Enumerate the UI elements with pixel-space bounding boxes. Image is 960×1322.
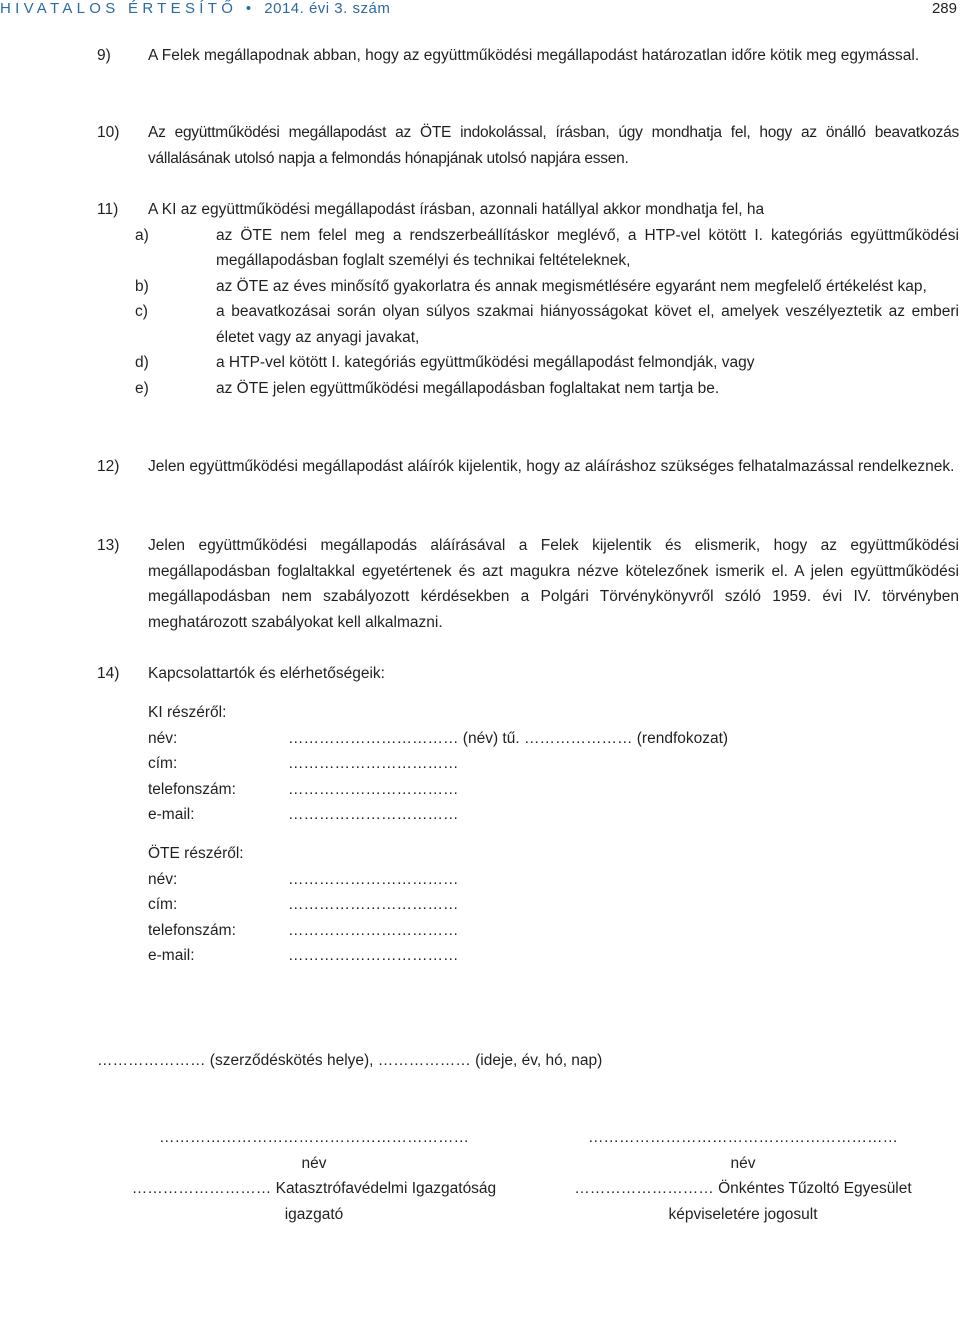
field-label: telefonszám: xyxy=(148,921,236,939)
clause-11-sublist xyxy=(135,223,959,402)
signatory-role: igazgató xyxy=(284,1206,344,1224)
sub-item-text: az ÖTE jelen együttműködési megállapodásban foglaltakat nem tartja be. xyxy=(216,379,720,397)
sub-item-e xyxy=(135,376,959,402)
signatory-name: név xyxy=(301,1154,327,1172)
ote-phone-row xyxy=(148,918,948,944)
field-label: név: xyxy=(148,870,178,888)
sub-item-label: e) xyxy=(135,379,149,397)
clause-text: A Felek megállapodnak abban, hogy az együttműködési megállapodást határozatlan időre kötik meg egymással. xyxy=(148,47,920,64)
signature-line: …………………………………………………… xyxy=(588,1129,898,1146)
field-blank: …………………………… xyxy=(288,780,459,798)
clause-number: 13) xyxy=(97,537,120,554)
clause-12 xyxy=(97,454,959,480)
field-blank: …………………………… xyxy=(288,896,459,914)
sub-item-c xyxy=(135,299,959,350)
signatory-name: név xyxy=(730,1154,756,1172)
clause-number: 9) xyxy=(97,47,111,64)
clause-text: Jelen együttműködési megállapodást aláírók kijelentik, hogy az aláíráshoz szükséges felhatalmazással rendelkeznek. xyxy=(148,458,955,475)
field-label: cím: xyxy=(148,755,178,773)
field-label: e-mail: xyxy=(148,947,195,965)
publication-line xyxy=(0,0,390,17)
clause-11 xyxy=(97,197,959,401)
signature-block-right xyxy=(530,1125,956,1228)
ote-email-row xyxy=(148,943,948,969)
sub-item-text: a HTP-vel kötött I. kategóriás együttműködési megállapodást felmondják, vagy xyxy=(216,354,755,371)
contacts-section xyxy=(148,700,948,969)
signature-line: …………………………………………………… xyxy=(159,1129,469,1146)
ki-name-row xyxy=(148,726,948,752)
clause-text: Jelen együttműködési megállapodás aláírásával a Felek kijelentik és elismerik, hogy az együttműködési megállapodásban foglaltakkal egyetértenek és azt magukra nézve kötelezőnek ismerik el. A jelen együttműködési megállapodásban nem szabályozott kérdésekben a Polgári Törvénykönyvről szóló 1959. évi IV. törvényben meghatározott szabályokat kell alkalmazni. xyxy=(148,537,959,631)
sub-item-label: d) xyxy=(135,354,149,371)
place-date-line: ………………… (szerződéskötés helye), ……………… (ideje, év, hó, nap) xyxy=(97,1052,603,1069)
publication-title: HIVATALOS ÉRTESÍTŐ xyxy=(0,0,238,17)
clause-9 xyxy=(97,43,959,69)
issue-label: 2014. évi 3. szám xyxy=(264,0,391,17)
ki-contact-heading: KI részéről: xyxy=(148,704,227,721)
page-number: 289 xyxy=(931,0,957,17)
field-blank: …………………………… xyxy=(288,870,459,888)
sub-item-label: c) xyxy=(135,303,148,320)
clause-14 xyxy=(97,661,959,687)
clause-text: A KI az együttműködési megállapodást írásban, azonnali hatállyal akkor mondhatja fel, ha xyxy=(148,201,765,218)
page-header xyxy=(0,0,960,20)
sub-item-text: az ÖTE az éves minősítő gyakorlatra és annak megismétlésére egyaránt nem megfelelő értékelést kap, xyxy=(216,277,927,295)
field-blank: …………………………… xyxy=(288,921,459,939)
field-label: név: xyxy=(148,729,178,747)
clause-number: 11) xyxy=(97,201,119,218)
signatory-role: képviseletére jogosult xyxy=(668,1206,818,1224)
clause-13 xyxy=(97,533,959,635)
clause-10 xyxy=(97,120,959,171)
ki-address-row xyxy=(148,751,948,777)
ki-email-row xyxy=(148,802,948,828)
ki-phone-row xyxy=(148,777,948,803)
sub-item-text: a beavatkozásai során olyan súlyos szakmai hiányosságokat követ el, amelyek veszélyeztetik az emberi életet vagy az anyagi javakat, xyxy=(216,303,959,346)
clause-number: 14) xyxy=(97,665,120,682)
field-label: e-mail: xyxy=(148,806,195,824)
clause-number: 12) xyxy=(97,458,120,475)
field-blank: …………………………… xyxy=(288,755,459,773)
sub-item-b xyxy=(135,274,959,300)
field-label: telefonszám: xyxy=(148,780,236,798)
ote-contact-heading: ÖTE részéről: xyxy=(148,844,244,862)
clause-number: 10) xyxy=(97,124,120,141)
sub-item-a xyxy=(135,223,959,274)
clause-text: Az együttműködési megállapodást az ÖTE indokolással, írásban, úgy mondhatja fel, hogy az önálló beavatkozás vállalásának utolsó napja a felmondás hónapjának utolsó napjára essen. xyxy=(148,124,959,167)
field-blank: …………………………… (név) tű. ………………… (rendfokozat) xyxy=(288,729,729,747)
signature-block-left xyxy=(100,1125,528,1228)
signatory-organization: ……………………… Önkéntes Tűzoltó Egyesület xyxy=(574,1180,912,1198)
header-bullet: • xyxy=(245,0,252,17)
ote-address-row xyxy=(148,892,948,918)
clause-text: Kapcsolattartók és elérhetőségeik: xyxy=(148,665,385,682)
sub-item-label: b) xyxy=(135,277,149,295)
field-blank: …………………………… xyxy=(288,806,459,824)
field-blank: …………………………… xyxy=(288,947,459,965)
field-label: cím: xyxy=(148,896,178,914)
sub-item-text: az ÖTE nem felel meg a rendszerbeállításkor meglévő, a HTP-vel kötött I. kategóriás együttműködési megállapodásban foglalt személyi és technikai feltételeknek, xyxy=(216,226,959,269)
ote-name-row xyxy=(148,867,948,893)
signatory-organization: ……………………… Katasztrófavédelmi Igazgatóság xyxy=(131,1180,497,1198)
sub-item-label: a) xyxy=(135,226,149,244)
sub-item-d xyxy=(135,350,959,376)
